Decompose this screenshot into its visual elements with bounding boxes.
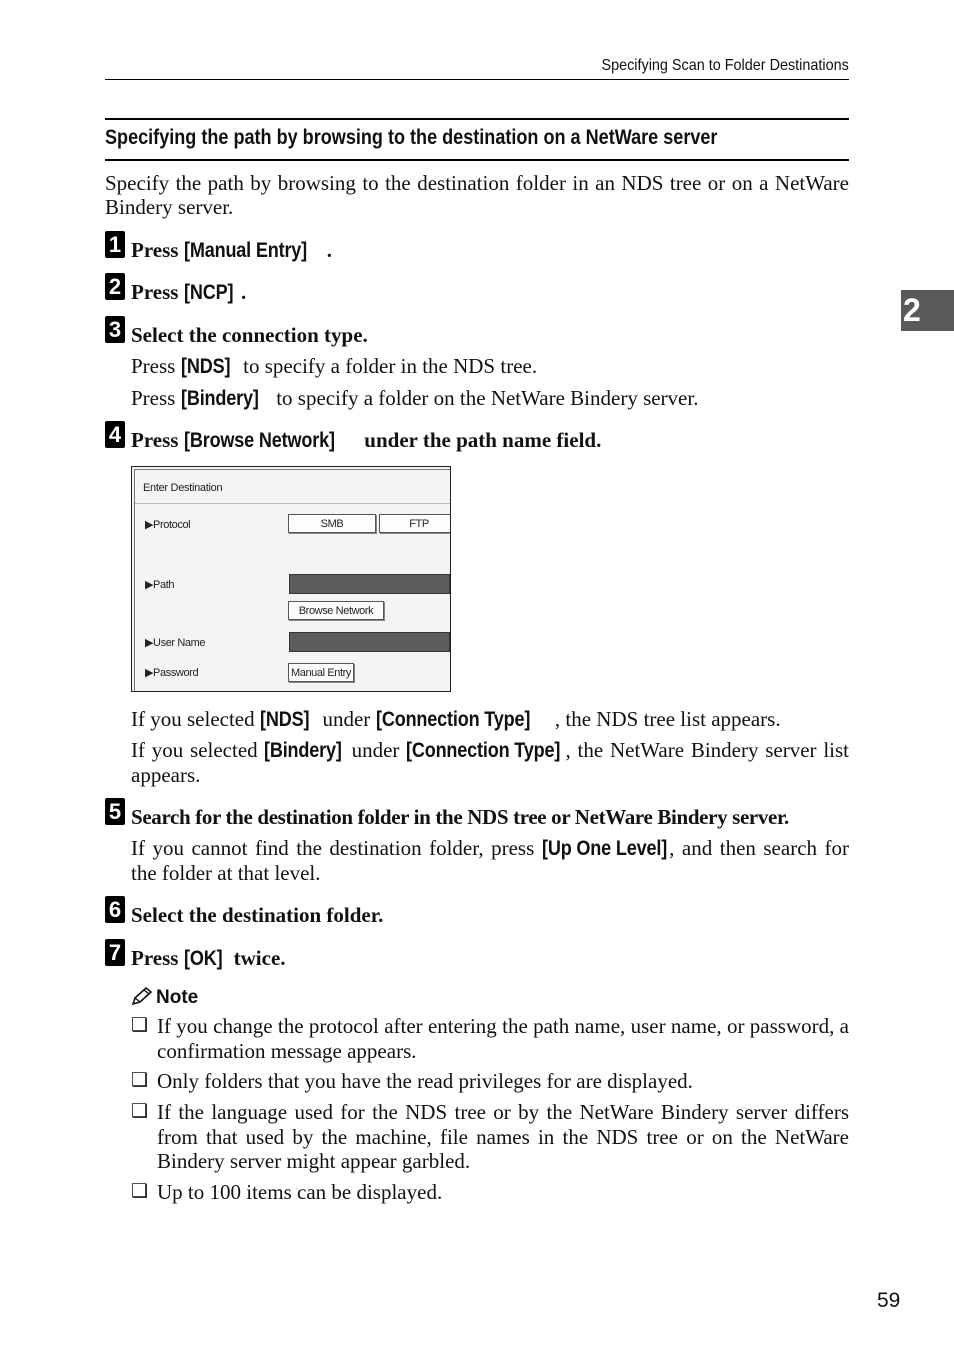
checkbox-bullet: ❑ [131,1181,149,1202]
username-field[interactable] [289,632,450,652]
password-field-edge [288,691,358,692]
step-number-1: 1 [105,231,125,258]
step-number-2: 2 [105,273,125,300]
step-5-title: Search for the destination folder in the NDS tree or NetWare Bindery server. [131,805,789,829]
step-2-instruction: Press [NCP] . [131,280,247,304]
enter-destination-screenshot [131,466,451,692]
chapter-tab: 2 [901,290,954,331]
step-5-body: If you cannot find the destination folder, press [Up One Level] , and then search for the folder at that level. [131,836,849,885]
key-ok: [OK] [183,947,223,970]
intro-paragraph: Specify the path by browsing to the destination folder in an NDS tree or on a NetWare Bindery server. [105,171,849,219]
checkbox-bullet: ❑ [131,1015,149,1036]
path-label: ▶Path [145,579,175,591]
protocol-label: ▶Protocol [145,519,191,531]
note-item-3: ❑ If the language used for the NDS tree or by the NetWare Bindery server differs from that used by the machine, file names in the NDS tree or on the NetWare Bindery server might appear garbled. [131,1100,849,1173]
ftp-button[interactable]: FTP [379,514,451,533]
section-title: Specifying the path by browsing to the destination on a NetWare server [105,126,718,149]
note-item-4: ❑ Up to 100 items can be displayed. [131,1180,443,1204]
nds-result-line: If you selected [NDS] under [Connection Type] , the NDS tree list appears. [131,707,781,731]
smb-button[interactable]: SMB [288,514,376,533]
step-number-5: 5 [105,798,125,825]
key-bindery: [Bindery] [180,387,259,410]
note-item-2: ❑ Only folders that you have the read privileges for are displayed. [131,1069,693,1093]
key-browse-network: [Browse Network] [183,429,335,452]
browse-network-button[interactable]: Browse Network [288,601,384,620]
key-connection-type-ref: [Connection Type] [375,708,530,731]
bindery-result-line: If you selected [Bindery] under [Connection Type] , the NetWare Bindery server list appears. [131,738,849,787]
running-head: Specifying Scan to Folder Destinations [601,57,849,74]
step-3-line-bindery: Press [Bindery] to specify a folder on the NetWare Bindery server. [131,386,699,410]
pencil-icon [131,986,153,1006]
step-7-instruction: Press [OK] twice. [131,946,286,970]
step-number-7: 7 [105,939,125,966]
key-up-one-level: [Up One Level] [541,837,667,860]
note-item-1: ❑ If you change the protocol after entering the path name, user name, or password, a confirmation message appears. [131,1014,849,1063]
key-bindery-ref: [Bindery] [264,739,343,762]
key-ncp: [NCP] [183,281,233,304]
step-1-instruction: Press [Manual Entry] . [131,238,332,262]
username-label: ▶User Name [145,637,206,649]
checkbox-bullet: ❑ [131,1070,149,1091]
header-rule [105,79,849,80]
path-field[interactable] [289,574,450,594]
page-number: 59 [877,1289,901,1312]
screenshot-header: Enter Destination [143,482,223,494]
section-rule-top [105,118,849,120]
step-number-6: 6 [105,896,125,923]
section-rule-bottom [105,159,849,161]
step-3-line-nds: Press [NDS] to specify a folder in the NDS tree. [131,354,538,378]
checkbox-bullet: ❑ [131,1101,149,1122]
step-number-3: 3 [105,316,125,343]
note-heading: Note [131,986,198,1009]
screenshot-screen [134,469,450,691]
step-3-title: Select the connection type. [131,323,368,347]
key-manual-entry: [Manual Entry] [183,239,307,262]
screenshot-header-divider [135,503,450,504]
key-nds: [NDS] [180,355,230,378]
password-label: ▶Password [145,667,199,679]
step-number-4: 4 [105,421,125,448]
key-nds-ref: [NDS] [259,708,310,731]
step-4-instruction: Press [Browse Network] under the path name field. [131,428,602,452]
manual-entry-button[interactable]: Manual Entry [288,663,354,682]
key-connection-type-ref-2: [Connection Type] [406,739,561,762]
step-6-title: Select the destination folder. [131,903,384,927]
